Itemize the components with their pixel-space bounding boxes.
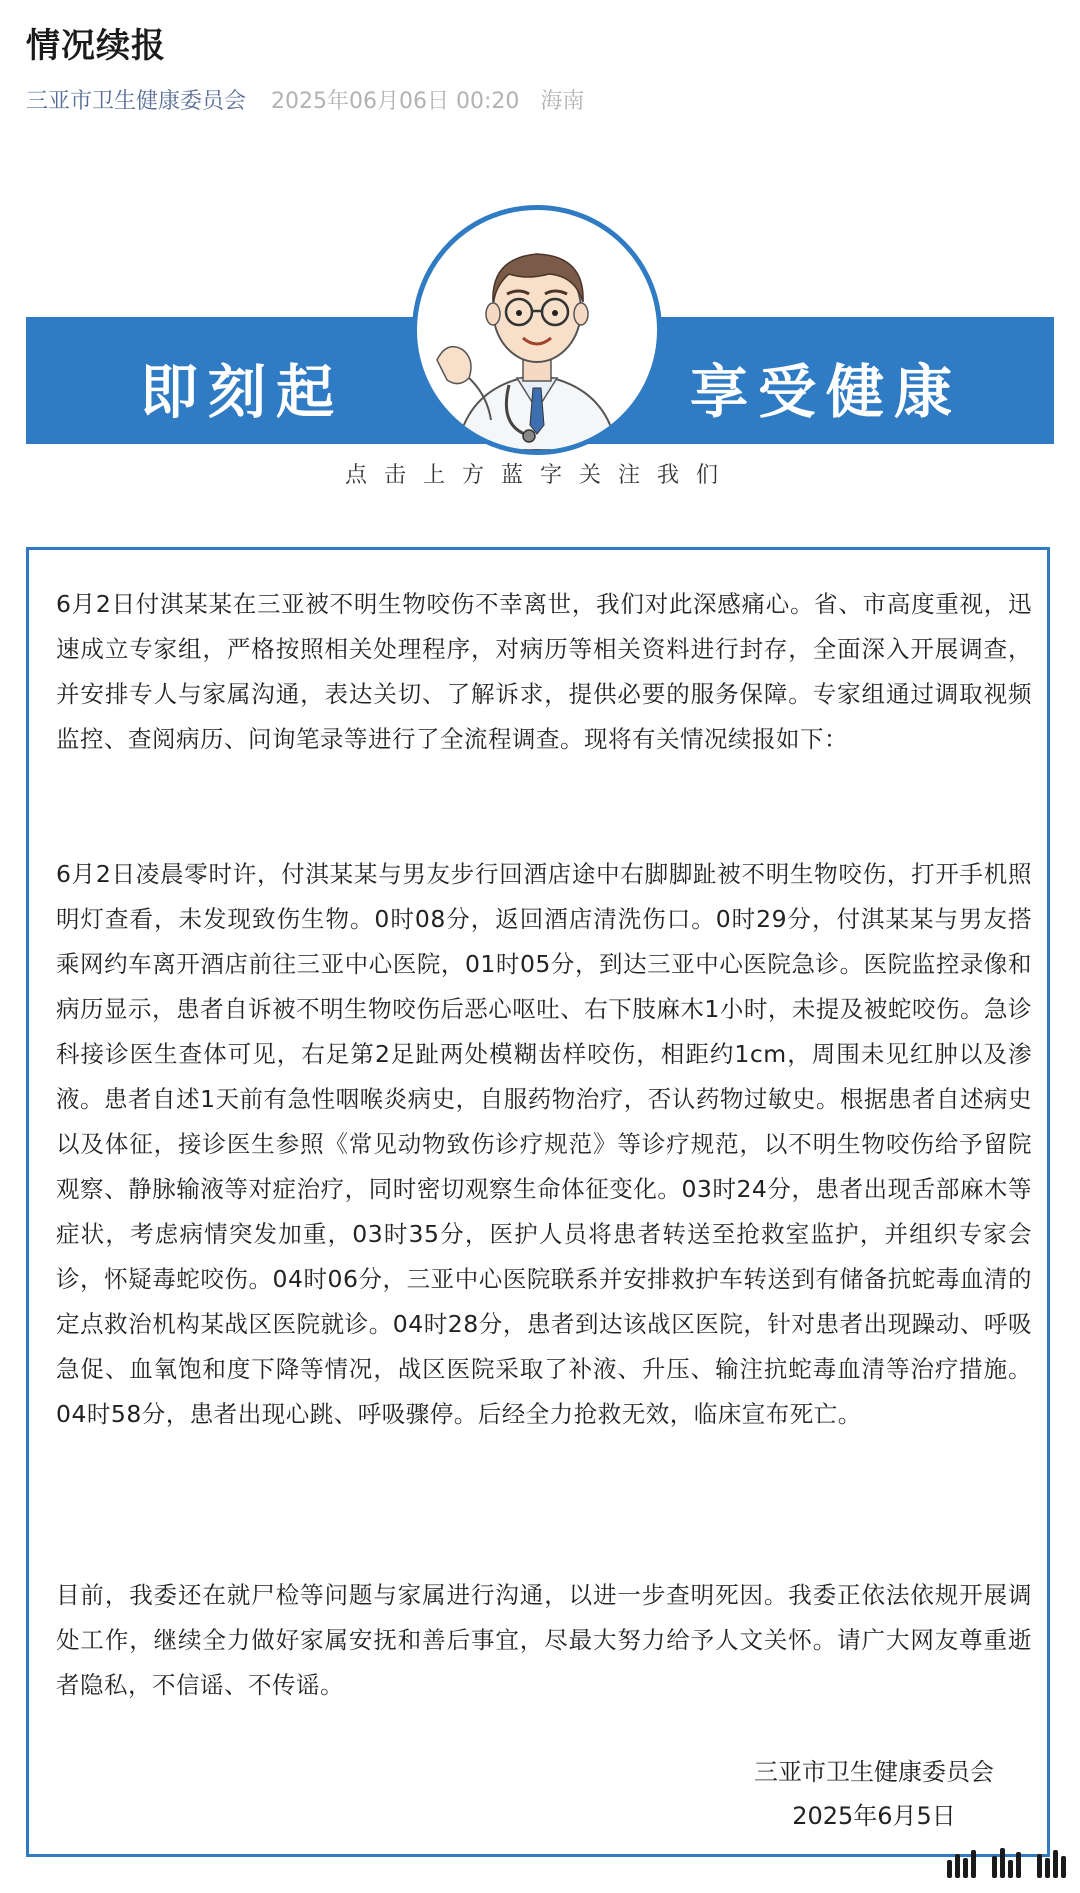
follow-tip-text[interactable]: 点击上方蓝字关注我们	[344, 463, 735, 488]
banner-slogan-left: 即刻起	[140, 358, 345, 426]
doctor-avatar	[412, 205, 662, 455]
doctor-illustration-icon	[417, 210, 657, 450]
publish-datetime: 2025年06月06日 00:20	[271, 89, 520, 114]
article-paragraph-intro: 6月2日付淇某某在三亚被不明生物咬伤不幸离世，我们对此深感痛心。省、市高度重视，迅速成立专家组，严格按照相关处理程序，对病历等相关资料进行封存，全面深入开展调查，并安排专人与家属沟通，表达关切、了解诉求，提供必要的服务保障。专家组通过调取视频监控、查阅病历、问询笔录等进行了全流程调查。现将有关情况续报如下：	[56, 590, 1032, 753]
article-title: 情况续报	[26, 26, 166, 66]
publish-region: 海南	[540, 89, 585, 114]
platform-watermark-icon	[947, 1846, 1066, 1878]
banner-slogan-right: 享受健康	[690, 358, 963, 426]
signature-organization: 三亚市卫生健康委员会	[754, 1758, 994, 1786]
signature-date: 2025年6月5日	[792, 1802, 956, 1830]
article-paragraph-timeline: 6月2日凌晨零时许，付淇某某与男友步行回酒店途中右脚脚趾被不明生物咬伤，打开手机照明灯查看，未发现致伤生物。0时08分，返回酒店清洗伤口。0时29分，付淇某某与男友搭乘网约车离开酒店前往三亚中心医院，01时05分，到达三亚中心医院急诊。医院监控录像和病历显示，患者自诉被不明生物咬伤后恶心呕吐、右下肢麻木1小时，未提及被蛇咬伤。急诊科接诊医生查体可见，右足第2足趾两处模糊齿样咬伤，相距约1cm，周围未见红肿以及渗液。患者自述1天前有急性咽喉炎病史，自服药物治疗，否认药物过敏史。根据患者自述病史以及体征，接诊医生参照《常见动物致伤诊疗规范》等诊疗规范，以不明生物咬伤给予留院观察、静脉输液等对症治疗，同时密切观察生命体征变化。03时24分，患者出现舌部麻木等症状，考虑病情突发加重，03时35分，医护人员将患者转送至抢救室监护，并组织专家会诊，怀疑毒蛇咬伤。04时06分，三亚中心医院联系并安排救护车转送到有储备抗蛇毒血清的定点救治机构某战区医院就诊。04时28分，患者到达该战区医院，针对患者出现躁动、呼吸急促、血氧饱和度下降等情况，战区医院采取了补液、升压、输注抗蛇毒血清等治疗措施。04时58分，患者出现心跳、呼吸骤停。后经全力抢救无效，临床宣布死亡。	[56, 860, 1032, 1428]
account-name-link[interactable]: 三亚市卫生健康委员会	[26, 89, 247, 114]
article-meta	[26, 84, 584, 115]
article-paragraph-conclusion: 目前，我委还在就尸检等问题与家属进行沟通，以进一步查明死因。我委正依法依规开展调处工作，继续全力做好家属安抚和善后事宜，尽最大努力给予人文关怀。请广大网友尊重逝者隐私，不信谣、不传谣。	[56, 1581, 1032, 1699]
